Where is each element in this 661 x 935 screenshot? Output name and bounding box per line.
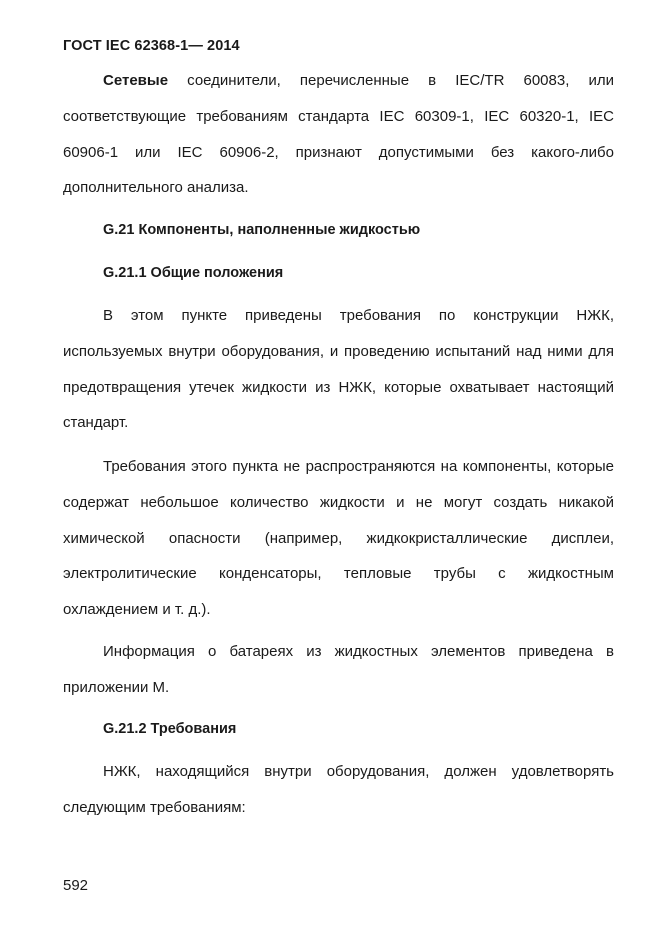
paragraph-scope: В этом пункте приведены требования по конструкции НЖК, используемых внутри оборудования, и проведению испытаний над ними для предотвращения утечек жидкости из НЖК, которые охватывает настоящий стандарт.: [63, 307, 614, 432]
paragraph-network-connectors: [63, 63, 614, 206]
paragraph-exclusions: Требования этого пункта не распространяются на компоненты, которые содержат небольшое количество жидкости и не могут создать никакой химической опасности (например, жидкокристаллические дисплеи, электролитические конденсаторы, тепловые трубы с жидкостным охлаждением и т. д.).: [63, 458, 614, 619]
document-code-header: ГОСТ IEC 62368-1— 2014: [63, 38, 240, 54]
section-heading-g212: G.21.2 Требования: [103, 721, 237, 737]
paragraph-requirements-intro: НЖК, находящийся внутри оборудования, должен удовлетворять следующим требованиям:: [63, 763, 614, 816]
paragraph-text: соединители, перечисленные в IEC/TR 60083, или соответствующие требованиям стандарта IEC 60309-1, IEC 60320-1, IEC 60906-1 или IEC 60906-2, признают допустимыми без какого-либо дополнительного анализа.: [63, 72, 614, 197]
section-heading-g211: G.21.1 Общие положения: [103, 265, 284, 281]
paragraph-lead-term: Сетевые: [103, 72, 169, 89]
page-number: 592: [63, 877, 89, 894]
paragraph-battery-reference: Информация о батареях из жидкостных элементов приведена в приложении М.: [63, 643, 614, 696]
section-heading-g21: G.21 Компоненты, наполненные жидкостью: [103, 222, 421, 238]
